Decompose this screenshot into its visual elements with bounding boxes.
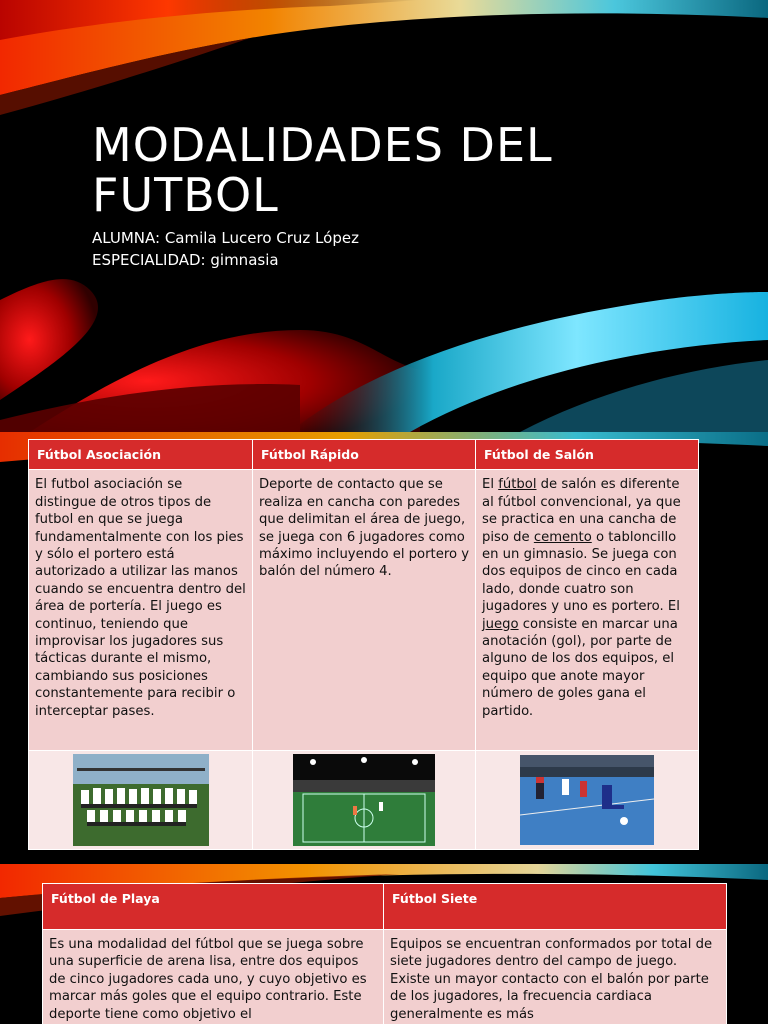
student-name: ALUMNA: Camila Lucero Cruz López	[92, 229, 359, 247]
specialty: ESPECIALIDAD: gimnasia	[92, 251, 279, 269]
modalities-table-2	[42, 883, 727, 1024]
futsal-match-photo	[520, 755, 654, 845]
modalities-slide-2	[0, 864, 768, 1024]
team-photo	[73, 754, 209, 846]
description-futbol-rapido: Deporte de contacto que se realiza en cancha con paredes que delimitan el área de juego, se juega con 6 jugadores como máximo incluyendo el portero y balón del número 4.	[253, 470, 476, 751]
table-header-row	[43, 884, 727, 930]
link-juego[interactable]: juego	[482, 616, 519, 632]
link-cemento[interactable]: cemento	[533, 529, 592, 545]
title-slide	[0, 0, 768, 432]
header-futbol-salon: Fútbol de Salón	[476, 440, 699, 470]
modalities-table-1	[28, 439, 699, 850]
description-futbol-siete: Equipos se encuentran conformados por total de siete jugadores dentro del campo de juego. Existe un mayor contacto con el balón por parte de los jugadores, la frecuencia cardiaca generalmente es más	[384, 930, 727, 1024]
header-futbol-playa: Fútbol de Playa	[43, 884, 384, 930]
page-title	[92, 120, 553, 220]
indoor-field-photo	[293, 754, 435, 846]
modalities-slide-1	[0, 432, 768, 864]
table-header-row	[29, 440, 699, 470]
table-row	[29, 470, 699, 751]
header-futbol-asociacion: Fútbol Asociación	[29, 440, 253, 470]
description-futbol-playa: Es una modalidad del fútbol que se juega sobre una superficie de arena lisa, entre dos equipos de cinco jugadores cada uno, y cuyo objetivo es marcar más goles que el equipo contrario. Este deporte tiene como objetivo el	[43, 930, 384, 1024]
title-line-2: FUTBOL	[92, 168, 279, 222]
title-line-1: MODALIDADES DEL	[92, 118, 553, 172]
image-row	[29, 751, 699, 850]
header-futbol-siete: Fútbol Siete	[384, 884, 727, 930]
table-row	[43, 930, 727, 1024]
header-futbol-rapido: Fútbol Rápido	[253, 440, 476, 470]
description-futbol-asociacion: El futbol asociación se distingue de otros tipos de futbol en que se juega fundamentalmente con los pies y sólo el portero está autorizado a utilizar las manos cuando se encuentra dentro del área de portería. El juego es continuo, teniendo que improvisar los jugadores sus tácticas durante el mismo, cambiando sus posiciones constantemente para recibir o interceptar pases.	[29, 470, 253, 751]
description-futbol-salon: El fútbol de salón es diferente al fútbol convencional, ya que se practica en una cancha de piso de cemento o tabloncillo en un gimnasio. Se juega con dos equipos de cinco en cada lado, donde cuatro son jugadores y uno es portero. El juego consiste en marcar una anotación (gol), por parte de alguno de los dos equipos, el equipo que anote mayor número de goles gana el partido.	[476, 470, 699, 751]
link-futbol[interactable]: fútbol	[498, 477, 537, 493]
